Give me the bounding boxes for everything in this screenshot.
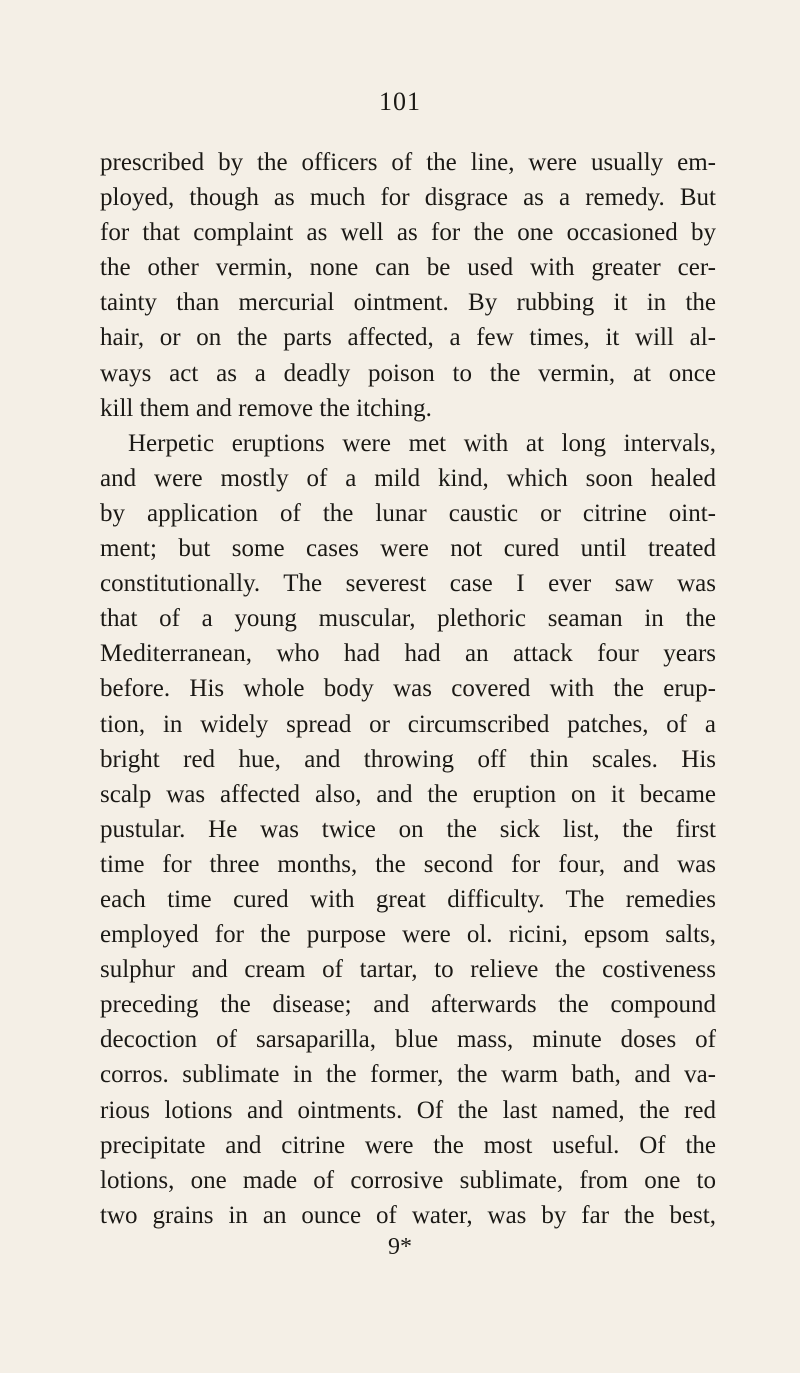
text-line: kill them and remove the itching. <box>100 394 432 422</box>
text-line: ways act as a deadly poison to the vermin, at once <box>100 359 716 387</box>
text-line: and were mostly of a mild kind, which soon healed <box>100 464 716 492</box>
text-line: constitutionally. The severest case I ever saw was <box>100 570 716 598</box>
text-line: hair, or on the parts affected, a few times, it will al- <box>100 324 716 352</box>
text-line: tion, in widely spread or circumscribed patches, of a <box>100 710 716 738</box>
text-line: two grains in an ounce of water, was by far the best, <box>100 1201 716 1229</box>
text-line: the other vermin, none can be used with greater cer- <box>100 254 716 282</box>
text-line: by application of the lunar caustic or citrine oint- <box>100 499 716 527</box>
text-line: decoction of sarsaparilla, blue mass, minute doses of <box>100 1026 716 1054</box>
text-line: sulphur and cream of tartar, to relieve the costiveness <box>100 956 716 984</box>
text-line: each time cured with great difficulty. The remedies <box>100 885 716 913</box>
text-line: ment; but some cases were not cured until treated <box>100 535 716 563</box>
text-line: ployed, though as much for disgrace as a remedy. But <box>100 184 716 212</box>
text-line: rious lotions and ointments. Of the last named, the red <box>100 1096 716 1124</box>
text-line: prescribed by the officers of the line, were usually em- <box>100 149 716 176</box>
text-line: pustular. He was twice on the sick list, the first <box>100 815 716 843</box>
text-line: that of a young muscular, plethoric seaman in the <box>100 605 716 633</box>
text-line: bright red hue, and throwing off thin scales. His <box>100 745 716 773</box>
text-line: Herpetic eruptions were met with at long intervals, <box>128 429 716 457</box>
text-line: corros. sublimate in the former, the warm bath, and va- <box>100 1061 716 1089</box>
text-line: lotions, one made of corrosive sublimate, from one to <box>100 1166 716 1194</box>
text-line: before. His whole body was covered with the erup- <box>100 675 716 703</box>
text-line: precipitate and citrine were the most useful. Of the <box>100 1131 716 1159</box>
text-line: Mediterranean, who had had an attack four years <box>100 640 716 668</box>
text-line: tainty than mercurial ointment. By rubbing it in the <box>100 289 716 317</box>
signature-mark: 9* <box>388 1234 412 1260</box>
text-line: employed for the purpose were ol. ricini, epsom salts, <box>100 921 716 949</box>
text-line: preceding the disease; and afterwards the compound <box>100 991 716 1019</box>
text-line: scalp was affected also, and the eruption on it became <box>100 780 716 808</box>
text-line: for that complaint as well as for the one occasioned by <box>100 219 716 247</box>
page-number: 101 <box>379 87 421 116</box>
text-line: time for three months, the second for four, and was <box>100 850 716 878</box>
body-text <box>100 145 716 1233</box>
